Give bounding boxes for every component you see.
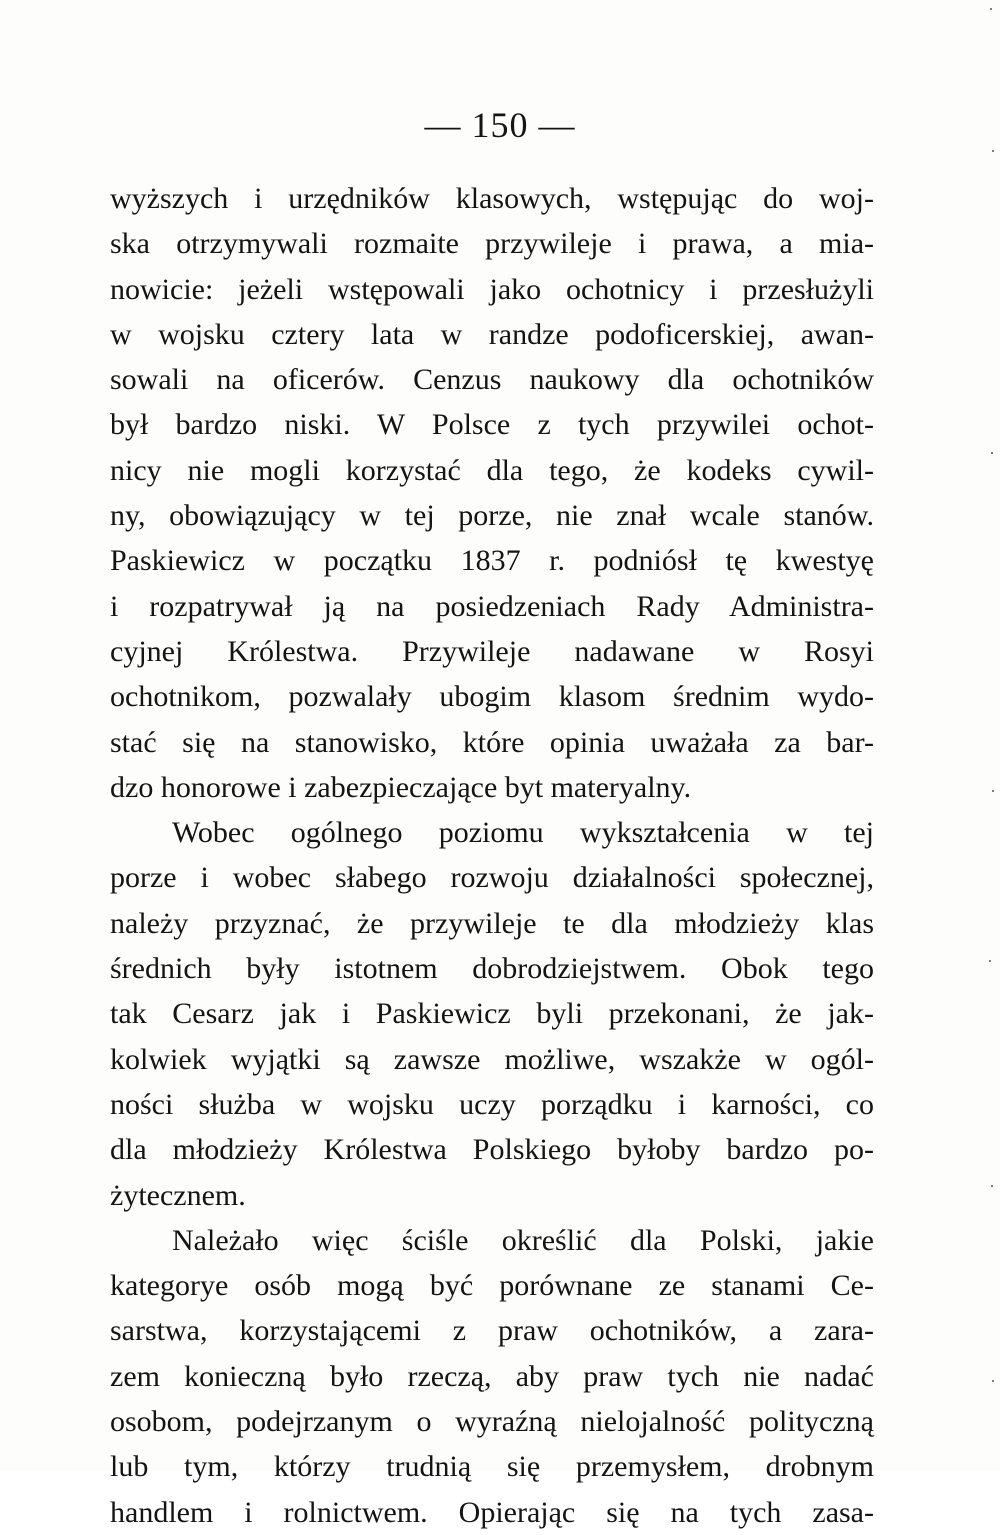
text-line: handlem i rolnictwem. Opierając się na tych zasa-: [110, 1495, 874, 1529]
text-line: średnich były istotnem dobrodziejstwem. Obok tego: [110, 952, 874, 986]
text-line: tak Cesarz jak i Paskiewicz byli przekonani, że jak-: [110, 997, 874, 1031]
scan-speck: [989, 960, 991, 962]
text-line: nicy nie mogli korzystać dla tego, że kodeks cywil-: [110, 453, 874, 487]
text-line: sarstwa, korzystającemi z praw ochotników, a zara-: [110, 1314, 874, 1348]
scan-speck: [992, 790, 994, 792]
text-line: Paskiewicz w początku 1837 r. podniósł tę kwestyę: [110, 544, 874, 578]
text-line: należy przyznać, że przywileje te dla młodzieży klas: [110, 906, 874, 940]
text-line: dzo honorowe i zabezpieczające byt materyalny.: [110, 770, 692, 804]
text-line: stać się na stanowisko, które opinia uważała za bar-: [110, 725, 874, 759]
text-line: Należało więc ściśle określić dla Polski, jakie: [172, 1223, 874, 1257]
scan-speck: [991, 1185, 993, 1187]
text-line: nowicie: jeżeli wstępowali jako ochotnicy i przesłużyli: [110, 272, 874, 306]
text-line: ny, obowiązujący w tej porze, nie znał wcale stanów.: [110, 499, 874, 533]
text-line: lub tym, którzy trudnią się przemysłem, drobnym: [110, 1450, 874, 1484]
text-line: sowali na oficerów. Cenzus naukowy dla ochotników: [110, 363, 874, 397]
text-line: był bardzo niski. W Polsce z tych przywilei ochot-: [110, 408, 874, 442]
text-line: wyższych i urzędników klasowych, wstępując do woj-: [110, 182, 874, 215]
scan-speck: [992, 1380, 994, 1382]
page-number: — 150 —: [424, 105, 576, 145]
scan-edge-specks: [986, 0, 1000, 1471]
scan-speck: [990, 8, 992, 10]
text-line: ności służba w wojsku uczy porządku i karności, co: [110, 1087, 874, 1121]
text-line: ochotnikom, pozwalały ubogim klasom średnim wydo-: [110, 680, 874, 714]
text-line: żytecznem.: [110, 1178, 246, 1212]
body-text: [110, 176, 874, 1535]
text-line: zem konieczną było rzeczą, aby praw tych nie nadać: [110, 1359, 874, 1393]
text-line: Wobec ogólnego poziomu wykształcenia w tej: [172, 816, 874, 850]
scan-speck: [992, 150, 994, 152]
text-line: osobom, podejrzanym o wyraźną nielojalność polityczną: [110, 1405, 874, 1439]
text-line: dla młodzieży Królestwa Polskiego byłoby bardzo po-: [110, 1133, 874, 1167]
text-line: i rozpatrywał ją na posiedzeniach Rady Administra-: [110, 589, 874, 623]
text-line: kolwiek wyjątki są zawsze możliwe, wszakże w ogól-: [110, 1042, 874, 1076]
scan-speck: [991, 452, 993, 454]
text-line: ska otrzymywali rozmaite przywileje i prawa, a mia-: [110, 227, 874, 261]
text-line: cyjnej Królestwa. Przywileje nadawane w Rosyi: [110, 634, 874, 668]
text-line: kategorye osób mogą być porównane ze stanami Ce-: [110, 1269, 874, 1303]
text-line: w wojsku cztery lata w randze podoficerskiej, awan-: [110, 317, 874, 351]
text-line: porze i wobec słabego rozwoju działalności społecznej,: [110, 861, 874, 895]
